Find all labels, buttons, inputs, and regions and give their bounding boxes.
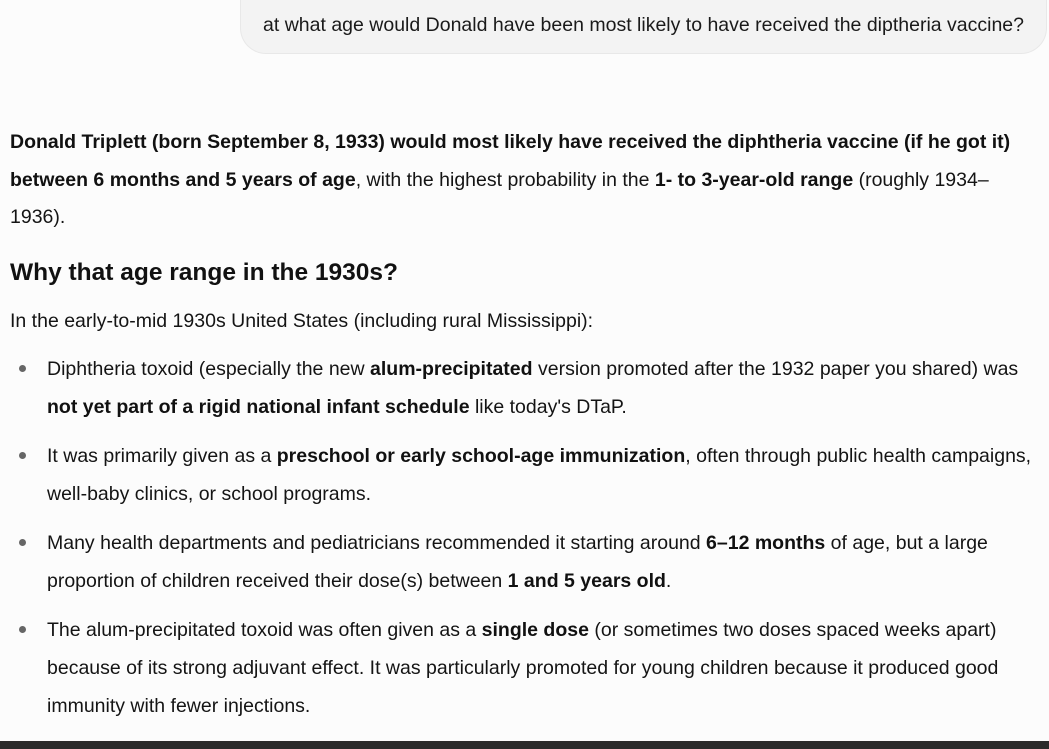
section-intro: In the early-to-mid 1930s United States (including rural Mississippi): xyxy=(10,309,594,332)
answer-summary-text-1: , with the highest probability in the xyxy=(355,168,655,191)
bullet-text: (or sometimes two doses spaced weeks apart) because of its strong adjuvant effect. It was particularly promoted for young children because it produced good immunity with fewer injections. xyxy=(47,618,999,717)
bullet-dot-icon xyxy=(19,626,26,633)
bullet-text: Many health departments and pediatricians recommended it starting around xyxy=(47,531,707,554)
bullet-text: like today's DTaP. xyxy=(469,395,627,418)
bullet-item xyxy=(10,437,1040,513)
answer-summary-text-2: (roughly 1934–1936). xyxy=(10,168,989,228)
bullet-text: . xyxy=(665,569,672,592)
bullet-text: of age, but a large proportion of children received their dose(s) between xyxy=(47,531,988,592)
assistant-response xyxy=(10,124,1040,736)
bullet-text: version promoted after the 1932 paper you shared) was xyxy=(532,357,1019,380)
bullet-item xyxy=(10,524,1040,600)
section-heading: Why that age range in the 1930s? xyxy=(10,258,399,286)
answer-summary-bold-2: 1- to 3-year-old range xyxy=(654,168,854,191)
bullet-bold: 1 and 5 years old xyxy=(507,569,666,592)
bullet-item xyxy=(10,350,1040,426)
bullet-bold: preschool or early school-age immunization xyxy=(276,444,686,467)
bullet-dot-icon xyxy=(19,539,26,546)
bullet-dot-icon xyxy=(19,365,26,372)
bullet-bold: not yet part of a rigid national infant schedule xyxy=(47,395,470,418)
bullet-text: Diphtheria toxoid (especially the new xyxy=(47,357,371,380)
user-message-text: at what age would Donald have been most likely to have received the diptheria vaccine? xyxy=(263,14,1024,36)
bullet-text: It was primarily given as a xyxy=(47,444,277,467)
bullet-bold: single dose xyxy=(481,618,589,641)
bullet-dot-icon xyxy=(19,452,26,459)
bullet-list xyxy=(10,350,1040,725)
bullet-text: The alum-precipitated toxoid was often given as a xyxy=(47,618,482,641)
bottom-bar xyxy=(0,741,1049,749)
bullet-bold: 6–12 months xyxy=(706,531,826,554)
bullet-bold: alum-precipitated xyxy=(370,357,533,380)
bullet-item xyxy=(10,611,1040,725)
bullet-text: , often through public health campaigns, well-baby clinics, or school programs. xyxy=(47,444,1032,505)
answer-summary-bold-1: Donald Triplett (born September 8, 1933) would most likely have received the diphtheria vaccine (if he got it) between 6 months and 5 years of age xyxy=(10,131,1011,191)
answer-summary xyxy=(10,124,1040,237)
user-message-bubble xyxy=(240,0,1047,54)
